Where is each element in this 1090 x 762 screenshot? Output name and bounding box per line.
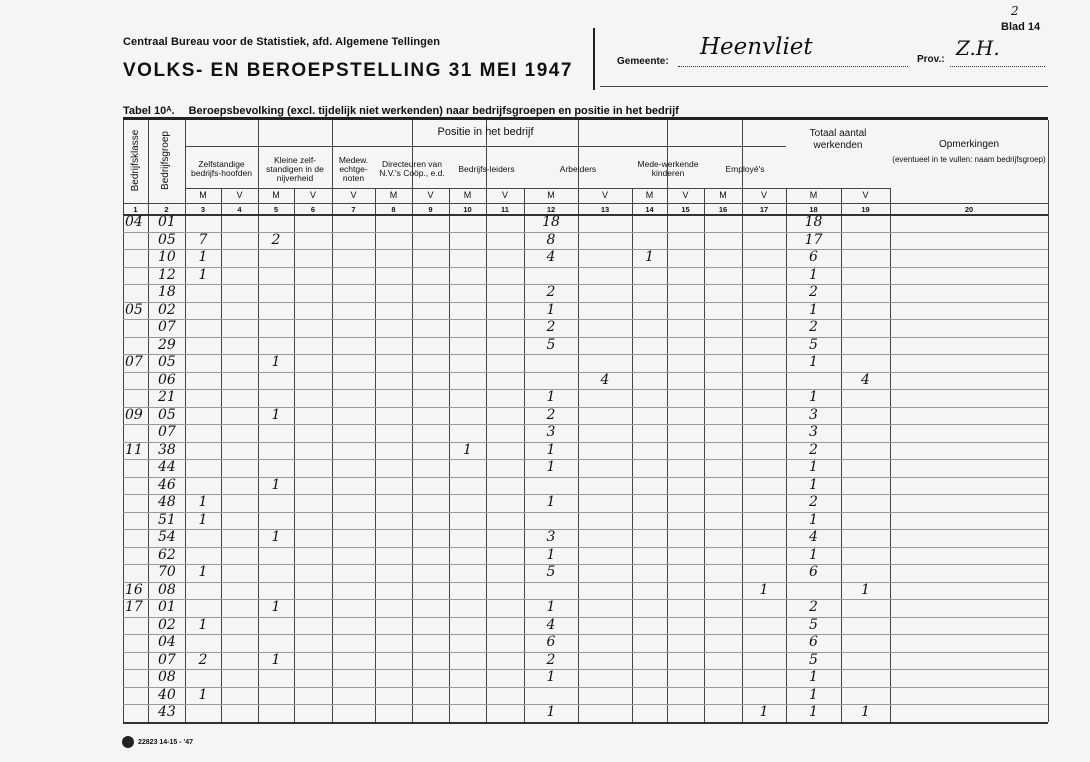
row-groep: 05: [158, 406, 176, 423]
column-number: 4: [237, 205, 242, 214]
row-groep: 07: [158, 651, 176, 668]
cell-value: 3: [809, 424, 818, 441]
row-line: [123, 302, 1048, 303]
row-line: [123, 599, 1048, 600]
row-line: [123, 687, 1048, 688]
gemeente-value: Heenvliet: [700, 34, 813, 60]
mv-label: M: [645, 190, 654, 200]
cell-value: 2: [809, 599, 818, 616]
cell-value: 2: [546, 284, 556, 301]
column-number: 5: [273, 205, 279, 214]
row-groep: 21: [158, 389, 176, 406]
column-number: 11: [501, 205, 509, 214]
row-line: [123, 669, 1048, 670]
row-groep: 10: [158, 249, 176, 266]
cell-value: 3: [546, 529, 556, 546]
row-groep: 05: [158, 231, 176, 248]
grid-vline: [524, 188, 525, 722]
row-groep: 12: [158, 266, 176, 283]
cell-value: 1: [198, 249, 208, 266]
row-line: [123, 372, 1048, 373]
row-line: [123, 442, 1048, 443]
cell-value: 2: [809, 319, 818, 336]
column-number: 1: [133, 205, 138, 214]
cell-value: 2: [809, 284, 818, 301]
grid-vline: [632, 188, 633, 722]
cell-value: 6: [809, 634, 818, 651]
row-groep: 38: [158, 441, 176, 458]
grid-vline: [1048, 120, 1049, 722]
column-number: 3: [200, 205, 206, 214]
grid-vline: [449, 188, 450, 722]
row-groep: 54: [158, 529, 176, 546]
cell-value: 1: [809, 301, 818, 318]
grid-hline: [185, 188, 890, 189]
mv-label: V: [760, 190, 767, 200]
mv-label: M: [719, 190, 727, 200]
cell-value: 4: [546, 616, 556, 633]
cell-value: 1: [809, 669, 818, 686]
table-code: Tabel 10ᴬ.: [123, 105, 175, 117]
cell-value: 1: [809, 511, 818, 528]
row-groep: 40: [158, 686, 176, 703]
column-number: 18: [809, 205, 818, 214]
row-groep: 46: [158, 476, 176, 493]
row-line: [123, 582, 1048, 583]
cell-value: 5: [809, 651, 818, 668]
row-line: [123, 284, 1048, 285]
cell-value: 1: [546, 494, 556, 511]
cell-value: 5: [546, 336, 556, 353]
header-positie: Positie in het bedrijf: [437, 126, 534, 138]
row-klasse: 16: [125, 581, 143, 598]
cell-value: 5: [809, 616, 818, 633]
cell-value: 1: [198, 616, 208, 633]
row-groep: 02: [158, 301, 176, 318]
cell-value: 2: [809, 441, 818, 458]
grid-vline: [786, 188, 787, 722]
cell-value: 1: [809, 266, 818, 283]
row-klasse: 05: [125, 301, 143, 318]
cell-value: 4: [600, 371, 610, 388]
cell-value: 1: [546, 669, 556, 686]
mv-label: M: [272, 190, 280, 200]
grid-hline: [185, 146, 786, 147]
grid-hline: [123, 203, 1048, 204]
row-line: [123, 354, 1048, 355]
row-line: [123, 337, 1048, 338]
cell-value: 5: [809, 336, 818, 353]
cell-value: 1: [546, 441, 556, 458]
cell-value: 6: [546, 634, 556, 651]
row-groep: 08: [158, 669, 176, 686]
header-arbeiders: Arbeiders: [559, 163, 597, 174]
row-groep: 01: [158, 214, 176, 230]
mv-label: V: [236, 190, 243, 200]
mv-label: V: [350, 190, 357, 200]
cell-value: 1: [809, 686, 818, 703]
row-groep: 29: [158, 336, 176, 353]
cell-value: 2: [809, 494, 818, 511]
header-kleine: Kleine zelf-standigen in de nijverheid: [266, 154, 324, 183]
cell-value: 1: [546, 599, 556, 616]
mv-label: M: [463, 190, 472, 200]
header-opmerkingen-note: (eventueel in te vullen: naam bedrijfsgroep): [892, 155, 1046, 164]
row-klasse: 09: [125, 406, 143, 423]
row-groep: 18: [158, 284, 176, 301]
blad-label: Blad 14: [1001, 21, 1041, 33]
cell-value: 1: [546, 389, 556, 406]
cell-value: 1: [809, 476, 818, 493]
cell-value: 1: [809, 389, 818, 406]
table-top-rule: [123, 117, 1048, 120]
column-number: 6: [310, 205, 316, 214]
row-klasse: 17: [125, 599, 143, 616]
row-line: [123, 389, 1048, 390]
cell-value: 1: [861, 704, 870, 721]
row-groep: 07: [158, 424, 176, 441]
column-number: 7: [351, 205, 356, 214]
mv-label: V: [601, 190, 608, 200]
cell-value: 1: [809, 459, 818, 476]
header-bedrijfsleiders: Bedrijfs-leiders: [458, 163, 515, 174]
cell-value: 6: [809, 249, 818, 266]
cell-value: 17: [804, 231, 823, 248]
cell-value: 4: [546, 249, 556, 266]
printer-logo-icon: [122, 736, 134, 748]
row-line: [123, 704, 1048, 705]
cell-value: 1: [463, 441, 472, 458]
cell-value: 1: [546, 301, 556, 318]
row-line: [123, 319, 1048, 320]
mv-label: V: [501, 190, 508, 200]
row-line: [123, 232, 1048, 233]
cell-value: 2: [546, 319, 556, 336]
form-title: VOLKS- EN BEROEPSTELLING 31 MEI 1947: [123, 60, 573, 81]
row-groep: 07: [158, 319, 176, 336]
row-line: [123, 634, 1048, 635]
row-groep: 08: [158, 581, 176, 598]
cell-value: 4: [809, 529, 818, 546]
header-medew: Medew. echtge-noten: [338, 154, 369, 183]
row-groep: 62: [158, 546, 176, 563]
header-mede: Mede-werkende kinderen: [637, 159, 699, 178]
cell-value: 2: [198, 651, 208, 668]
cell-value: 2: [546, 651, 556, 668]
header-bedrijfsklasse: Bedrijfsklasse: [130, 129, 141, 192]
grid-vline: [375, 188, 376, 722]
column-number: 2: [164, 205, 169, 214]
cell-value: 1: [271, 599, 281, 616]
header-totaal: Totaal aantal werkenden: [809, 128, 867, 151]
row-line: [123, 494, 1048, 495]
cell-value: 1: [645, 249, 654, 266]
row-groep: 48: [158, 494, 176, 511]
cell-value: 2: [271, 231, 281, 248]
row-groep: 02: [158, 616, 176, 633]
form-header: [123, 36, 573, 82]
mv-label: M: [809, 190, 818, 200]
cell-value: 1: [198, 494, 208, 511]
grid-vline: [221, 188, 222, 722]
cell-value: 1: [759, 704, 769, 721]
cell-value: 1: [809, 354, 818, 371]
cell-value: 1: [809, 546, 818, 563]
cell-value: 1: [759, 581, 769, 598]
row-groep: 06: [158, 371, 176, 388]
row-line: [123, 529, 1048, 530]
cell-value: 1: [271, 354, 281, 371]
column-number: 13: [600, 205, 610, 214]
prov-line: [950, 66, 1045, 67]
mv-label: V: [309, 190, 316, 200]
column-number: 20: [964, 205, 974, 214]
print-footer: [122, 736, 193, 748]
row-groep: 05: [158, 354, 176, 371]
cell-value: 1: [809, 704, 818, 721]
grid-hline: [123, 722, 1048, 724]
column-number: 9: [428, 205, 433, 214]
header-zelfstandige: Zelfstandige bedrijfs-hoofden: [191, 159, 252, 178]
row-klasse: 11: [125, 441, 143, 458]
cell-value: 2: [546, 406, 556, 423]
row-line: [123, 459, 1048, 460]
mv-label: M: [199, 190, 207, 200]
cell-value: 1: [271, 406, 281, 423]
row-line: [123, 512, 1048, 513]
table-description: Beroepsbevolking (excl. tijdelijk niet werkenden) naar bedrijfsgroepen en positie in het bedrijf: [188, 105, 679, 117]
cell-value: 1: [271, 651, 281, 668]
header-divider: [593, 28, 595, 90]
header-directeuren: Directeuren van N.V.'s Coöp., e.d.: [379, 159, 445, 178]
mv-label: M: [389, 190, 398, 200]
cell-value: 18: [804, 214, 823, 230]
print-code: 22823 14-15 - '47: [138, 738, 193, 746]
cell-value: 1: [546, 704, 556, 721]
gemeente-label: Gemeente:: [617, 56, 669, 67]
row-klasse: 07: [125, 354, 143, 371]
column-number: 17: [759, 205, 769, 214]
row-klasse: 04: [125, 214, 143, 230]
cell-value: 1: [271, 476, 281, 493]
cell-value: 1: [198, 564, 208, 581]
grid-hline: [123, 214, 1048, 216]
row-line: [123, 564, 1048, 565]
prov-label: Prov.:: [917, 54, 945, 65]
cell-value: 7: [198, 231, 208, 248]
header-rule: [600, 86, 1048, 87]
cell-value: 1: [271, 529, 281, 546]
bureau-name: Centraal Bureau voor de Statistiek, afd. Algemene Tellingen: [123, 36, 441, 48]
cell-value: 18: [542, 214, 560, 230]
cell-value: 3: [546, 424, 556, 441]
cell-value: 1: [546, 459, 556, 476]
blad-number: 2: [1011, 4, 1019, 18]
grid-vline: [841, 188, 842, 722]
row-line: [123, 547, 1048, 548]
column-number: 16: [718, 205, 728, 214]
row-groep: 04: [158, 634, 176, 651]
cell-value: 4: [861, 371, 870, 388]
row-line: [123, 407, 1048, 408]
prov-value: Z.H.: [956, 36, 1000, 60]
column-number: 10: [463, 205, 472, 214]
cell-value: 1: [546, 546, 556, 563]
cell-value: 1: [861, 581, 870, 598]
row-groep: 44: [158, 459, 176, 476]
row-line: [123, 267, 1048, 268]
grid-vline: [294, 188, 295, 722]
cell-value: 1: [198, 686, 208, 703]
cell-value: 1: [198, 266, 208, 283]
cell-value: 6: [809, 564, 818, 581]
row-groep: 51: [158, 511, 176, 528]
header-opmerkingen: Opmerkingen: [938, 139, 1000, 150]
grid-vline: [704, 188, 705, 722]
cell-value: 3: [809, 406, 818, 423]
header-employes: Employé's: [725, 163, 765, 174]
column-number: 8: [391, 205, 396, 214]
row-line: [123, 249, 1048, 250]
row-line: [123, 617, 1048, 618]
mv-label: V: [682, 190, 689, 200]
row-groep: 70: [158, 564, 176, 581]
header-bedrijfsgroep: Bedrijfsgroep: [160, 131, 171, 190]
column-number: 15: [681, 205, 690, 214]
row-line: [123, 424, 1048, 425]
mv-label: M: [547, 190, 555, 200]
row-groep: 43: [158, 704, 176, 721]
cell-value: 1: [198, 511, 208, 528]
column-number: 14: [645, 205, 654, 214]
row-line: [123, 652, 1048, 653]
row-line: [123, 477, 1048, 478]
grid-vline: [890, 188, 891, 722]
cell-value: 8: [546, 231, 556, 248]
column-number: 19: [861, 205, 870, 214]
gemeente-line: [678, 66, 908, 67]
mv-label: V: [862, 190, 869, 200]
column-number: 12: [546, 205, 556, 214]
table-title: [123, 105, 679, 117]
row-groep: 01: [158, 599, 176, 616]
cell-value: 5: [546, 564, 556, 581]
mv-label: V: [427, 190, 434, 200]
